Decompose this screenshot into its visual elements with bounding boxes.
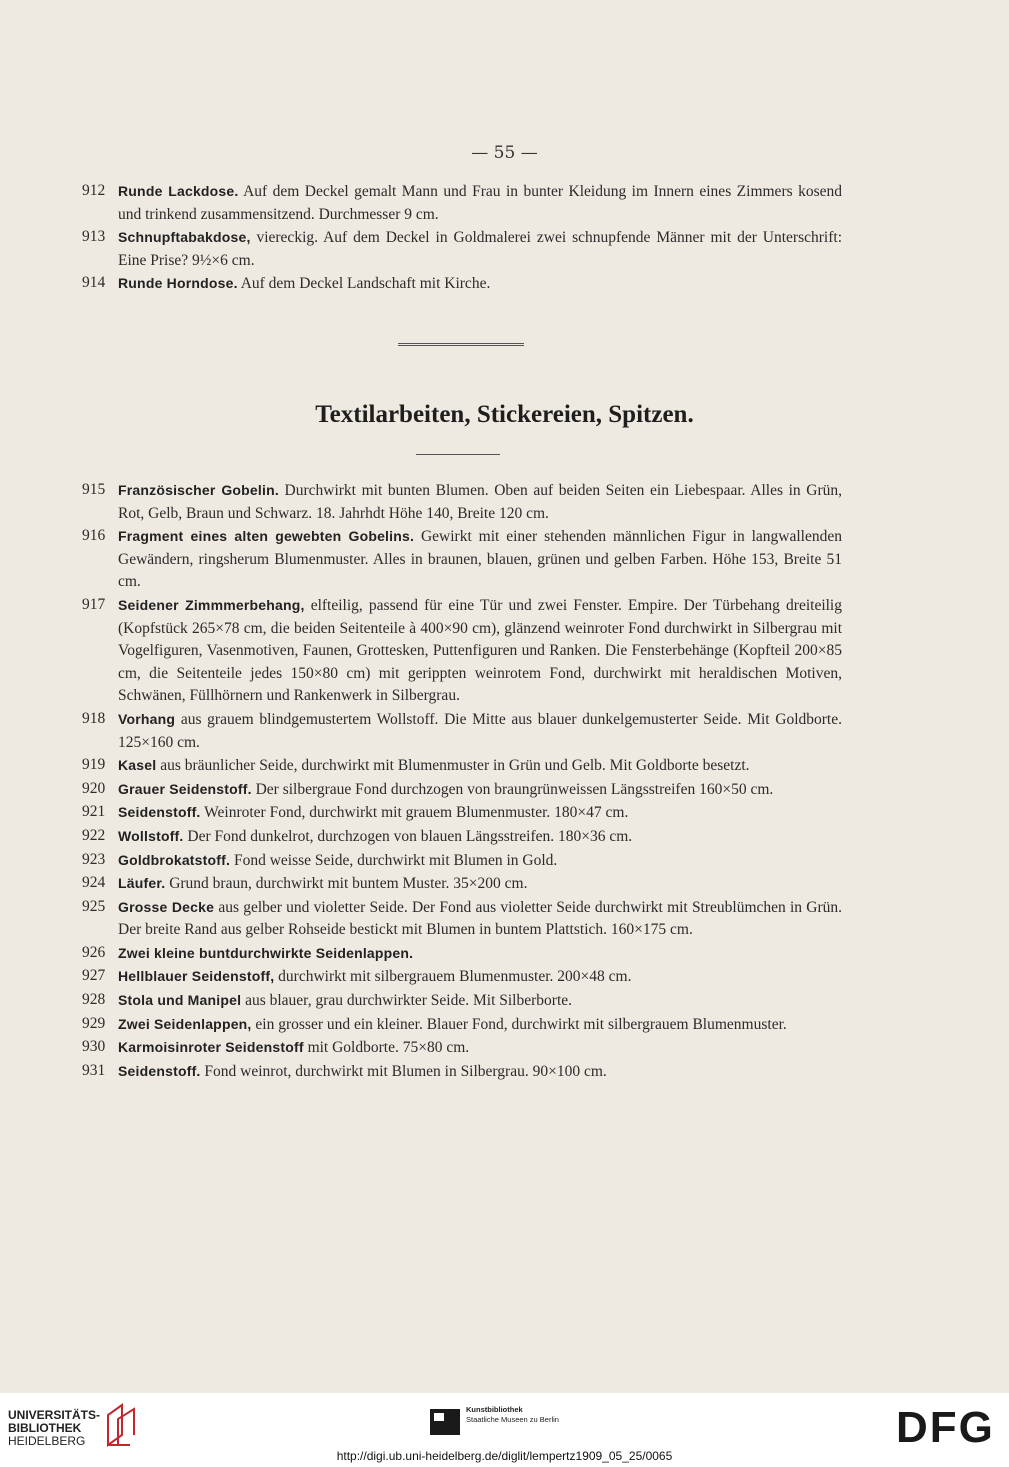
entry-heading: Grauer Seidenstoff. bbox=[118, 780, 252, 797]
entry-heading: Goldbrokatstoff. bbox=[118, 851, 231, 868]
entry-description: Grund braun, durchwirkt mit buntem Muster. 35×200 cm. bbox=[165, 875, 528, 893]
entry-heading: Kasel bbox=[118, 757, 157, 774]
entry-number: 915 bbox=[82, 481, 106, 498]
entry-number: 912 bbox=[82, 182, 106, 199]
catalog-entry bbox=[82, 226, 842, 272]
entry-number: 922 bbox=[82, 826, 106, 844]
university-library-logo-text bbox=[8, 1409, 100, 1448]
entry-number: 917 bbox=[82, 595, 106, 613]
catalog-entry bbox=[82, 872, 842, 896]
section-divider bbox=[398, 343, 524, 346]
entry-description: Der Fond dunkelrot, durchzogen von blauen Längsstreifen. 180×36 cm. bbox=[183, 827, 633, 845]
catalog-entry bbox=[82, 272, 842, 296]
catalog-entry bbox=[82, 1060, 842, 1084]
entry-number: 924 bbox=[82, 874, 106, 892]
catalog-entry bbox=[82, 594, 842, 708]
entry-list-textiles bbox=[82, 479, 842, 1083]
entry-heading: Zwei kleine buntdurchwirkte Seidenlappen. bbox=[118, 944, 414, 961]
catalog-entry bbox=[82, 801, 842, 825]
entry-number: 918 bbox=[82, 709, 106, 727]
entry-description: elfteilig, passend für eine Tür und zwei Fenster. Empire. Der Türbehang dreiteilig (Kopfstück 265×78 cm, die beiden Seitenteile à 400×90 cm), glänzend weinroter Fond durchwirkt in Silbergrau mit Vogelfiguren, Vasenmotiven, Faunen, Grottesken, Puttenfiguren und Ranken. Die Fensterbehänge (Kopfteil 200×85 cm, die Seitenteile jedes 150×80 cm) mit gerippten weinrotem Fond, durchwirkt mit heraldischen Motiven, Schwänen, Füllhörnern und Rankenwerk in Silbergrau. bbox=[118, 596, 842, 705]
entry-description: Auf dem Deckel gemalt Mann und Frau in bunter Kleidung im Innern eines Zimmers kosend und trinkend zusammensitzend. Durchmesser 9 cm. bbox=[118, 183, 842, 223]
entry-number: 927 bbox=[82, 967, 106, 985]
catalog-entry bbox=[82, 1036, 842, 1060]
ub-line-3: HEIDELBERG bbox=[8, 1434, 86, 1448]
entry-description: aus gelber und violetter Seide. Der Fond aus violetter Seide durchwirkt mit Streublümchen in Grün. Der breite Rand aus gelber Rohseide bestickt mit Blumen in buntem Plattstich. 160×175 cm. bbox=[118, 898, 842, 939]
entry-number: 925 bbox=[82, 897, 106, 915]
entry-description: viereckig. Auf dem Deckel in Goldmalerei zwei schnupfende Männer mit der Unterschrift: Eine Prise? 9½×6 cm. bbox=[118, 229, 842, 269]
entry-list-snuffboxes bbox=[82, 180, 842, 296]
entry-number: 921 bbox=[82, 803, 106, 821]
entry-description: mit Goldborte. 75×80 cm. bbox=[303, 1039, 470, 1057]
entry-heading: Zwei Seidenlappen, bbox=[118, 1015, 252, 1032]
kunstbibliothek-logo-text bbox=[466, 1405, 559, 1425]
entry-heading: Französischer Gobelin. bbox=[118, 482, 279, 498]
entry-heading: Grosse Decke bbox=[118, 898, 215, 915]
entry-number: 916 bbox=[82, 527, 106, 545]
catalog-entry bbox=[82, 180, 842, 226]
ub-line-1: UNIVERSITÄTS- bbox=[8, 1408, 101, 1422]
catalog-entry bbox=[82, 989, 842, 1013]
catalog-entry bbox=[82, 754, 842, 778]
section-title: Textilarbeiten, Stickereien, Spitzen. bbox=[315, 401, 694, 428]
kb-line-1: Kunstbibliothek bbox=[466, 1405, 523, 1414]
entry-description: durchwirkt mit silbergrauem Blumenmuster. 200×48 cm. bbox=[274, 968, 632, 986]
catalog-entry bbox=[82, 1013, 842, 1037]
catalog-entry bbox=[82, 849, 842, 873]
entry-heading: Runde Horndose. bbox=[118, 275, 238, 292]
entry-heading: Hellblauer Seidenstoff, bbox=[118, 968, 275, 985]
entry-heading: Seidenstoff. bbox=[118, 1062, 201, 1079]
entry-number: 926 bbox=[82, 943, 106, 961]
entry-heading: Seidener Zimmmerbehang, bbox=[118, 596, 305, 613]
entry-number: 923 bbox=[82, 850, 106, 868]
entry-heading: Runde Lackdose. bbox=[118, 183, 239, 199]
catalog-entry bbox=[82, 708, 842, 754]
entry-number: 914 bbox=[82, 274, 106, 292]
catalog-entry bbox=[82, 965, 842, 989]
entry-description: aus grauem blindgemustertem Wollstoff. Die Mitte aus blauer dunkelgemusterter Seide. Mit Goldborte. 125×160 cm. bbox=[118, 710, 842, 751]
entry-heading: Schnupftabakdose, bbox=[118, 229, 251, 246]
entry-description: aus bräunlicher Seide, durchwirkt mit Blumenmuster in Grün und Gelb. Mit Goldborte besetzt. bbox=[156, 757, 750, 775]
dfg-logo: DFG bbox=[896, 1403, 995, 1452]
entry-description: ein grosser und ein kleiner. Blauer Fond, durchwirkt mit silbergrauem Blumenmuster. bbox=[251, 1015, 787, 1033]
title-underline bbox=[416, 454, 500, 455]
entry-heading: Läufer. bbox=[118, 875, 166, 892]
entry-number: 928 bbox=[82, 991, 106, 1009]
entry-heading: Wollstoff. bbox=[118, 827, 184, 844]
entry-heading: Stola und Manipel bbox=[118, 992, 242, 1009]
entry-number: 919 bbox=[82, 756, 106, 774]
entry-heading: Vorhang bbox=[118, 710, 176, 727]
catalog-entry bbox=[82, 896, 842, 942]
ub-line-2: BIBLIOTHEK bbox=[8, 1421, 82, 1435]
entry-number: 930 bbox=[82, 1038, 106, 1056]
page-number: — 55 — bbox=[471, 143, 538, 163]
entry-description: aus blauer, grau durchwirkter Seide. Mit Silberborte. bbox=[241, 992, 573, 1010]
university-library-logo-icon bbox=[104, 1401, 140, 1447]
entry-description: Weinroter Fond, durchwirkt mit grauem Blumenmuster. 180×47 cm. bbox=[200, 804, 629, 822]
catalog-entry bbox=[82, 525, 842, 594]
source-url[interactable]: http://digi.ub.uni-heidelberg.de/diglit/lempertz1909_05_25/0065 bbox=[336, 1449, 673, 1463]
footer-bar bbox=[0, 1393, 1009, 1467]
entry-number: 931 bbox=[82, 1061, 106, 1079]
entry-description: Durchwirkt mit bunten Blumen. Oben auf beiden Seiten ein Liebespaar. Alles in Grün, Rot, Gelb, Braun und Schwarz. 18. Jahrhdt Höhe 140, Breite 120 cm. bbox=[118, 482, 842, 522]
entry-number: 913 bbox=[82, 228, 106, 246]
entry-number: 929 bbox=[82, 1014, 106, 1032]
catalog-entry bbox=[82, 778, 842, 802]
entry-number: 920 bbox=[82, 779, 106, 797]
entry-heading: Fragment eines alten gewebten Gobelins. bbox=[118, 528, 415, 545]
catalog-entry bbox=[82, 825, 842, 849]
entry-description: Der silbergraue Fond durchzogen von braungrünweissen Längsstreifen 160×50 cm. bbox=[251, 780, 774, 798]
entry-description: Gewirkt mit einer stehenden männlichen Figur in langwallenden Gewändern, ringsherum Blumenmuster. Alles in braunen, blauen, grünen und gelben Farben. Höhe 153, Breite 51 cm. bbox=[118, 528, 842, 591]
entry-description: Auf dem Deckel Landschaft mit Kirche. bbox=[237, 275, 491, 293]
entry-description: Fond weinrot, durchwirkt mit Blumen in Silbergrau. 90×100 cm. bbox=[200, 1062, 607, 1080]
kb-line-2: Staatliche Museen zu Berlin bbox=[466, 1415, 559, 1424]
catalog-entry bbox=[82, 479, 842, 525]
entry-description: Fond weisse Seide, durchwirkt mit Blumen in Gold. bbox=[230, 851, 558, 869]
kunstbibliothek-logo-icon bbox=[430, 1409, 460, 1435]
catalog-entry bbox=[82, 942, 842, 966]
entry-heading: Karmoisinroter Seidenstoff bbox=[118, 1039, 304, 1056]
entry-heading: Seidenstoff. bbox=[118, 804, 201, 821]
